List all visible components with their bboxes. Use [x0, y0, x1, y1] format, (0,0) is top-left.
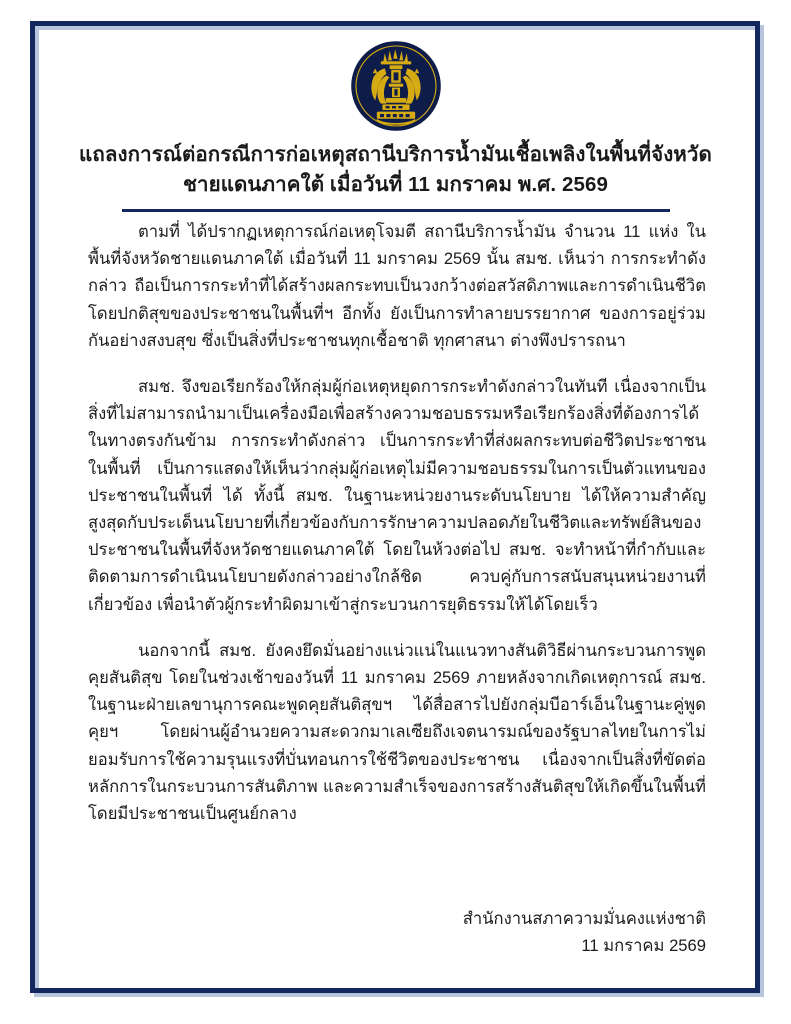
document-body: [88, 218, 706, 827]
title-line-1: แถลงการณ์ต่อกรณีการก่อเหตุสถานีบริการน้ำมันเชื้อเพลิงในพื้นที่จังหวัด: [79, 143, 712, 166]
signature-date: 11 มกราคม 2569: [581, 936, 706, 956]
signature-block: [463, 905, 706, 959]
emblem-container: [0, 38, 791, 134]
body-paragraph-3: นอกจากนี้ สมช. ยังคงยึดมั่นอย่างแน่วแน่ในแนวทางสันติวิธีผ่านกระบวนการพูดคุยสันติสุข โดยในช่วงเช้าของวันที่ 11 มกราคม 2569 ภายหลังจากเกิดเหตุการณ์ สมช. ในฐานะฝ่ายเลขานุการคณะพูดคุยสันติสุขฯ ได้สื่อสารไปยังกลุ่มบีอาร์เอ็นในฐานะคู่พูดคุยฯ โดยผ่านผู้อำนวยความสะดวกมาเลเซียถึงเจตนารมณ์ของรัฐบาลไทยในการไม่ยอมรับการใช้ความรุนแรงที่บั่นทอนการใช้ชีวิตของประชาชน เนื่องจากเป็นสิ่งที่ขัดต่อหลักการในกระบวนการสันติภาพ และความสำเร็จของการสร้างสันติสุขให้เกิดขึ้นในพื้นที่โดยมีประชาชนเป็นศูนย์กลาง: [88, 640, 706, 824]
title-underline-rule: [122, 209, 670, 212]
signature-organization: สำนักงานสภาความมั่นคงแห่งชาติ: [462, 909, 706, 928]
body-paragraph-2: สมช. จึงขอเรียกร้องให้กลุ่มผู้ก่อเหตุหยุดการกระทำดังกล่าวในทันที เนื่องจากเป็นสิ่งที่ไม่สามารถนำมาเป็นเครื่องมือเพื่อสร้างความชอบธรรมหรือเรียกร้องสิ่งที่ต้องการได้ ในทางตรงกันข้าม การกระทำดังกล่าว เป็นการกระทำที่ส่งผลกระทบต่อชีวิตประชาชนในพื้นที่ เป็นการแสดงให้เห็นว่ากลุ่มผู้ก่อเหตุไม่มีความชอบธรรมในการเป็นตัวแทนของประชาชนในพื้นที่ ได้ ทั้งนี้ สมช. ในฐานะหน่วยงานระดับนโยบาย ได้ให้ความสำคัญสูงสุดกับประเด็นนโยบายที่เกี่ยวข้องกับการรักษาความปลอดภัยในชีวิตและทรัพย์สินของประชาชนในพื้นที่จังหวัดชายแดนภาคใต้ โดยในห้วงต่อไป สมช. จะทำหน้าที่กำกับและติดตามการดำเนินนโยบายดังกล่าวอย่างใกล้ชิด ควบคู่กับการสนับสนุนหน่วยงานที่เกี่ยวข้อง เพื่อนำตัวผู้กระทำผิดมาเข้าสู่กระบวนการยุติธรรมให้ได้โดยเร็ว: [88, 377, 706, 614]
thai-national-security-council-seal-icon: [348, 38, 444, 134]
body-paragraph-1: ตามที่ ได้ปรากฏเหตุการณ์ก่อเหตุโจมตี สถานีบริการน้ำมัน จำนวน 11 แห่ง ในพื้นที่จังหวัดชายแดนภาคใต้ เมื่อวันที่ 11 มกราคม 2569 นั้น สมช. เห็นว่า การกระทำดังกล่าว ถือเป็นการกระทำที่ได้สร้างผลกระทบเป็นวงกว้างต่อสวัสดิภาพและการดำเนินชีวิตโดยปกติสุขของประชาชนในพื้นที่ฯ อีกทั้ง ยังเป็นการทำลายบรรยากาศ ของการอยู่ร่วมกันอย่างสงบสุข ซึ่งเป็นสิ่งที่ประชาชนทุกเชื้อชาติ ทุกศาสนา ต่างพึงปรารถนา: [88, 222, 706, 350]
title-line-2: ชายแดนภาคใต้ เมื่อวันที่ 11 มกราคม พ.ศ. 2569: [182, 173, 609, 196]
document-title: [70, 140, 721, 212]
